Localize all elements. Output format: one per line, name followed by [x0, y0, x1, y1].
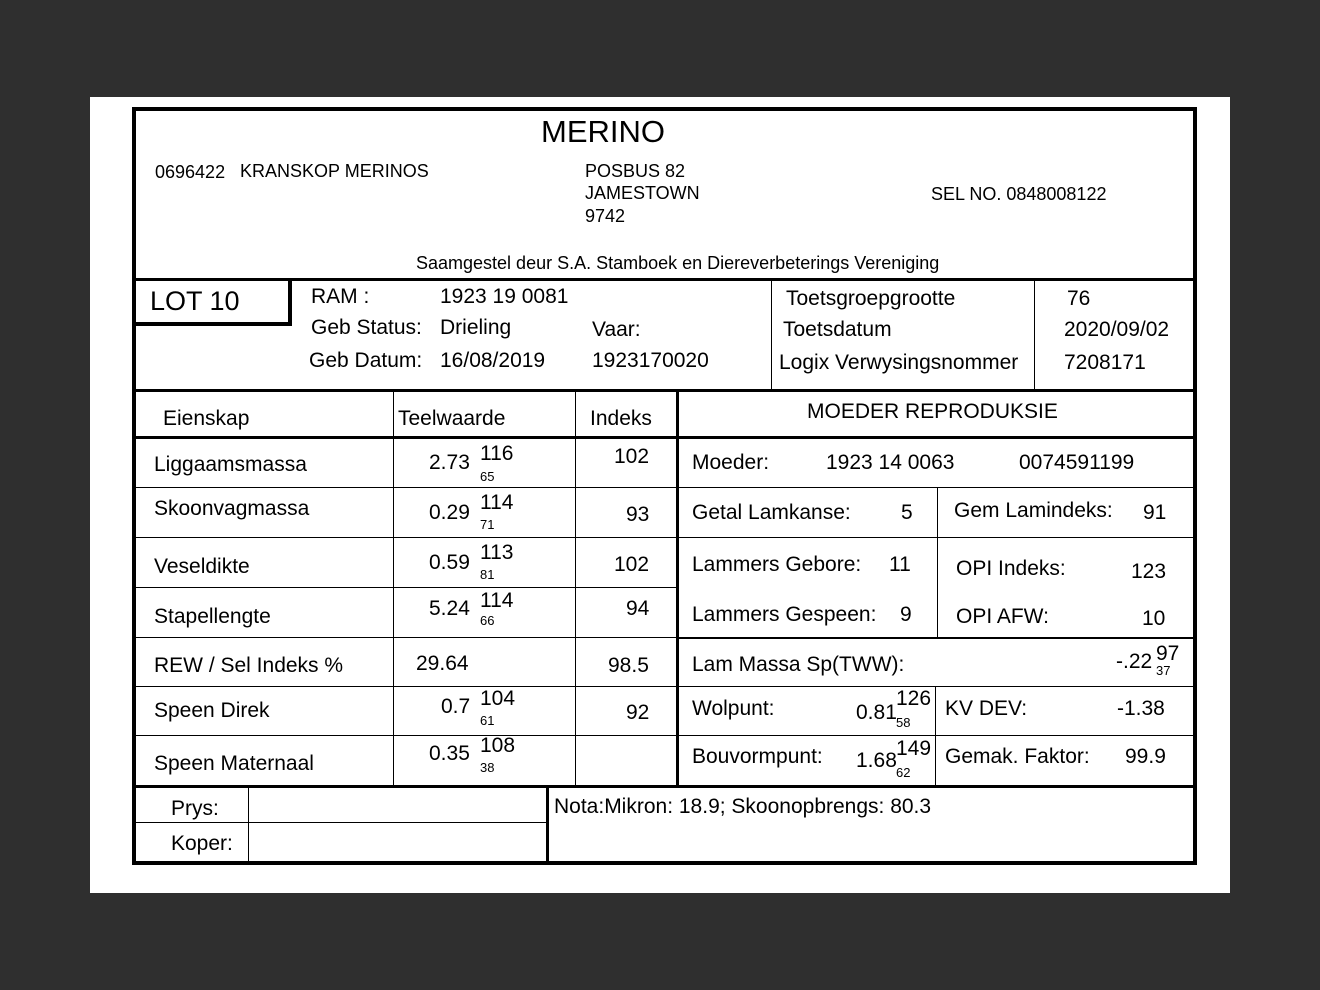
- price-field[interactable]: [250, 789, 545, 821]
- lamb-chances-label: Getal Lamkanse:: [692, 501, 851, 524]
- ease-factor-label: Gemak. Faktor:: [945, 745, 1090, 768]
- dam-id: 1923 14 0063: [826, 451, 955, 474]
- traits-col-2: [575, 391, 576, 787]
- wool-score-value: 0.81: [856, 701, 897, 724]
- frame-bottom: [132, 861, 1197, 865]
- trait-value: 2.73: [429, 451, 470, 474]
- conformation-label: Bouvormpunt:: [692, 745, 823, 768]
- owner-id: 0696422: [155, 162, 226, 182]
- col-header-trait: Eienskap: [163, 407, 250, 430]
- lot-box-right: [288, 280, 292, 326]
- divider-footer: [132, 785, 1197, 788]
- dam-col-line: [937, 488, 938, 638]
- trait-records: 38: [480, 760, 495, 775]
- trait-index: 102: [614, 553, 650, 576]
- trait-index: 102: [614, 445, 650, 468]
- trait-name: Stapellengte: [154, 605, 271, 628]
- test-group-size-value: 76: [1067, 287, 1091, 310]
- wool-score-label: Wolpunt:: [692, 697, 775, 720]
- footer-note-divider: [546, 787, 549, 862]
- owner-name: KRANSKOP MERINOS: [240, 161, 429, 181]
- col-header-index: Indeks: [590, 407, 652, 430]
- trait-index: 98.5: [608, 654, 649, 677]
- sire-label: Vaar:: [592, 318, 641, 341]
- ram-label: RAM :: [311, 285, 370, 308]
- trait-index: 92: [626, 701, 650, 724]
- buyer-field[interactable]: [250, 824, 545, 860]
- trait-name: Skoonvagmassa: [154, 497, 310, 520]
- lot-box-bottom: [132, 322, 288, 326]
- dam-label: Moeder:: [692, 451, 770, 474]
- sel-number: SEL NO. 0848008122: [931, 184, 1107, 204]
- frame-left: [132, 107, 136, 865]
- trait-index: 94: [626, 597, 650, 620]
- footer-label-col: [248, 787, 249, 862]
- trait-records: 81: [480, 567, 495, 582]
- trait-name: Veseldikte: [154, 555, 250, 578]
- address-line-3: 9742: [585, 206, 626, 226]
- dam-row-line: [678, 735, 1195, 736]
- ease-factor-value: 99.9: [1125, 745, 1166, 768]
- compiled-by: Saamgestel deur S.A. Stamboek en Diereverbeterings Vereniging: [416, 253, 940, 273]
- row-line: [132, 537, 677, 538]
- trait-accuracy: 108: [480, 734, 516, 757]
- dam-ref: 0074591199: [1019, 451, 1135, 474]
- opi-index-label: OPI Indeks:: [956, 557, 1066, 580]
- divider-table-header: [132, 436, 1197, 439]
- trait-value: 0.29: [429, 501, 470, 524]
- dam-heading: MOEDER REPRODUKSIE: [807, 400, 1058, 423]
- trait-accuracy: 104: [480, 687, 516, 710]
- col-header-breeding-value: Teelwaarde: [398, 407, 506, 430]
- dam-row-line: [678, 686, 1195, 687]
- trait-name: REW / Sel Indeks %: [154, 654, 344, 677]
- price-label: Prys:: [171, 797, 219, 820]
- lamb-mass-label: Lam Massa Sp(TWW):: [692, 653, 905, 676]
- test-date-value: 2020/09/02: [1064, 318, 1170, 341]
- row-line: [132, 587, 677, 588]
- trait-value: 0.59: [429, 551, 470, 574]
- trait-accuracy: 114: [480, 589, 514, 612]
- row-line: [132, 487, 677, 488]
- conformation-records: 62: [896, 765, 911, 780]
- trait-value: 29.64: [416, 652, 469, 675]
- kv-dev-value: -1.38: [1117, 697, 1165, 720]
- buyer-label: Koper:: [171, 832, 233, 855]
- opi-dev-label: OPI AFW:: [956, 605, 1049, 628]
- trait-records: 61: [480, 713, 495, 728]
- sire-value: 1923170020: [592, 349, 709, 372]
- trait-value: 0.35: [429, 742, 470, 765]
- trait-value: 0.7: [441, 695, 471, 718]
- address-line-1: POSBUS 82: [585, 161, 686, 181]
- dam-section-left: [676, 391, 679, 787]
- frame-top: [132, 107, 1197, 111]
- lamb-chances-value: 5: [901, 501, 913, 524]
- conformation-value: 1.68: [856, 749, 897, 772]
- lambs-weaned-label: Lammers Gespeen:: [692, 603, 877, 626]
- trait-accuracy: 113: [480, 541, 514, 564]
- test-col-left: [771, 280, 772, 390]
- lambs-born-label: Lammers Gebore:: [692, 553, 862, 576]
- lambs-weaned-value: 9: [900, 603, 912, 626]
- lambs-born-value: 11: [889, 553, 911, 576]
- birth-status-value: Drieling: [440, 316, 512, 339]
- wool-score-records: 58: [896, 715, 911, 730]
- frame-right: [1193, 107, 1197, 865]
- footer-row-line: [132, 822, 546, 823]
- wool-score-accuracy: 126: [896, 687, 932, 710]
- row-line: [132, 735, 677, 736]
- lot-number: LOT 10: [150, 286, 240, 316]
- trait-records: 65: [480, 469, 495, 484]
- opi-dev-value: 10: [1142, 607, 1166, 630]
- trait-name: Speen Direk: [154, 699, 270, 722]
- ram-value: 1923 19 0081: [440, 285, 569, 308]
- logix-ref-value: 7208171: [1064, 351, 1146, 374]
- kv-dev-label: KV DEV:: [945, 697, 1028, 720]
- test-date-label: Toetsdatum: [783, 318, 892, 341]
- avg-lamb-index-value: 91: [1143, 501, 1167, 524]
- lamb-mass-records: 37: [1156, 663, 1171, 678]
- trait-name: Speen Maternaal: [154, 752, 314, 775]
- address-line-2: JAMESTOWN: [585, 183, 700, 203]
- trait-accuracy: 114: [480, 491, 514, 514]
- test-col-mid: [1034, 280, 1035, 390]
- lamb-mass-accuracy: 97: [1156, 642, 1180, 665]
- divider-animal: [132, 389, 1197, 392]
- opi-index-value: 123: [1131, 560, 1167, 583]
- trait-index: 93: [626, 503, 650, 526]
- lot-card: [90, 97, 1230, 893]
- trait-value: 5.24: [429, 597, 470, 620]
- dam-col-line: [935, 686, 936, 786]
- trait-accuracy: 116: [480, 442, 514, 465]
- birth-date-value: 16/08/2019: [440, 349, 546, 372]
- test-group-size-label: Toetsgroepgrootte: [786, 287, 956, 310]
- page-title: MERINO: [541, 114, 665, 149]
- conformation-accuracy: 149: [896, 737, 932, 760]
- row-line: [132, 637, 677, 638]
- lamb-mass-value: -.22: [1116, 650, 1153, 673]
- avg-lamb-index-label: Gem Lamindeks:: [954, 499, 1113, 522]
- trait-records: 71: [480, 517, 495, 532]
- birth-status-label: Geb Status:: [311, 316, 422, 339]
- birth-date-label: Geb Datum:: [309, 349, 423, 372]
- row-line: [132, 686, 677, 687]
- trait-records: 66: [480, 613, 495, 628]
- trait-name: Liggaamsmassa: [154, 453, 307, 476]
- logix-ref-label: Logix Verwysingsnommer: [779, 351, 1019, 374]
- note-text: Nota:Mikron: 18.9; Skoonopbrengs: 80.3: [554, 795, 932, 818]
- traits-col-1: [393, 391, 394, 787]
